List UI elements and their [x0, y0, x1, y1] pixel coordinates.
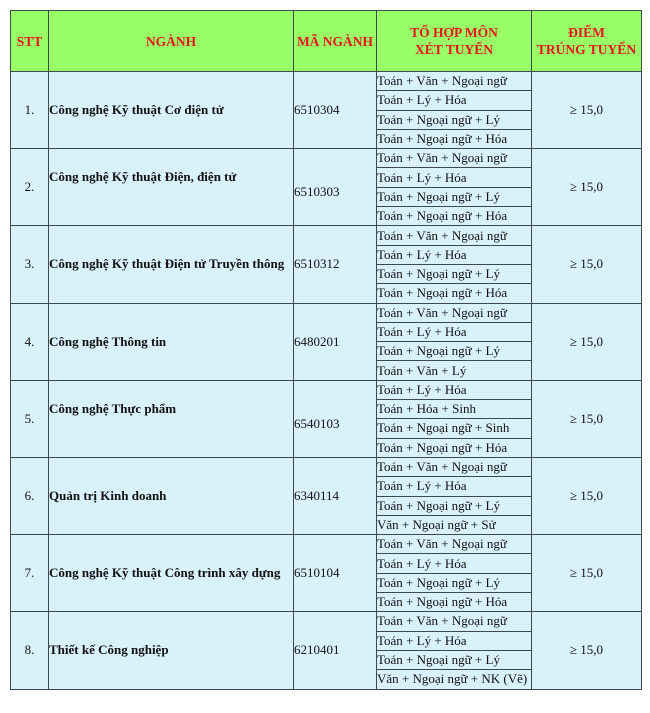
header-nganh: NGÀNH — [49, 11, 294, 72]
cell-combo: Toán + Văn + Ngoại ngữ — [377, 72, 532, 91]
cell-combo: Toán + Lý + Hóa — [377, 631, 532, 650]
cell-ma-nganh — [294, 72, 377, 149]
table-row — [11, 72, 642, 91]
cell-combo: Toán + Lý + Hóa — [377, 477, 532, 496]
nganh-label: Công nghệ Thông tin — [49, 333, 167, 349]
cell-nganh — [49, 612, 294, 689]
cell-combo: Toán + Hóa + Sinh — [377, 400, 532, 419]
table-row — [11, 303, 642, 322]
cell-nganh — [49, 380, 294, 457]
cell-combo: Toán + Ngoại ngữ + Hóa — [377, 207, 532, 226]
cell-combo: Toán + Ngoại ngữ + Lý — [377, 264, 532, 283]
cell-combo: Toán + Văn + Ngoại ngữ — [377, 612, 532, 631]
nganh-label: Công nghệ Kỹ thuật Điện, điện tử — [49, 169, 237, 185]
cell-combo: Toán + Ngoại ngữ + Hóa — [377, 129, 532, 148]
cell-combo: Toán + Lý + Hóa — [377, 554, 532, 573]
cell-combo: Toán + Ngoại ngữ + Lý — [377, 650, 532, 669]
cell-ma-nganh — [294, 149, 377, 226]
cell-combo: Văn + Ngoại ngữ + NK (Vẽ) — [377, 670, 532, 689]
cell-ma-nganh — [294, 380, 377, 457]
cell-combo: Toán + Ngoại ngữ + Lý — [377, 342, 532, 361]
table-row — [11, 457, 642, 476]
ma-nganh-label: 6540103 — [294, 415, 340, 431]
cell-combo: Toán + Ngoại ngữ + Hóa — [377, 438, 532, 457]
cell-diem: ≥ 15,0 — [532, 380, 642, 457]
cell-nganh — [49, 535, 294, 612]
cell-combo: Toán + Lý + Hóa — [377, 322, 532, 341]
cell-nganh — [49, 226, 294, 303]
cell-combo: Toán + Ngoại ngữ + Hóa — [377, 593, 532, 612]
cell-nganh — [49, 303, 294, 380]
nganh-label: Thiết kế Công nghiệp — [49, 642, 169, 658]
cell-nganh — [49, 72, 294, 149]
cell-combo: Toán + Ngoại ngữ + Lý — [377, 496, 532, 515]
cell-stt: 5. — [11, 380, 49, 457]
cell-combo: Toán + Văn + Ngoại ngữ — [377, 149, 532, 168]
cell-stt: 1. — [11, 72, 49, 149]
ma-nganh-label: 6340114 — [294, 488, 340, 504]
cell-combo: Toán + Ngoại ngữ + Sinh — [377, 419, 532, 438]
nganh-label: Công nghệ Thực phẩm — [49, 400, 177, 416]
cell-diem: ≥ 15,0 — [532, 457, 642, 534]
cell-combo: Toán + Văn + Ngoại ngữ — [377, 303, 532, 322]
cell-combo: Toán + Ngoại ngữ + Lý — [377, 573, 532, 592]
cell-nganh — [49, 457, 294, 534]
cell-combo: Toán + Ngoại ngữ + Lý — [377, 187, 532, 206]
cell-combo: Toán + Lý + Hóa — [377, 380, 532, 399]
cell-diem: ≥ 15,0 — [532, 149, 642, 226]
header-to-hop — [377, 11, 532, 72]
ma-nganh-label: 6510303 — [294, 184, 340, 200]
cell-diem: ≥ 15,0 — [532, 612, 642, 689]
cell-combo: Toán + Văn + Ngoại ngữ — [377, 457, 532, 476]
cell-stt: 3. — [11, 226, 49, 303]
cell-combo: Văn + Ngoại ngữ + Sử — [377, 515, 532, 534]
header-diem-line2: TRÚNG TUYỂN — [536, 42, 637, 57]
cell-stt: 6. — [11, 457, 49, 534]
cell-diem: ≥ 15,0 — [532, 535, 642, 612]
header-ma-nganh: MÃ NGÀNH — [294, 11, 377, 72]
cell-stt: 7. — [11, 535, 49, 612]
table-row — [11, 226, 642, 245]
ma-nganh-label: 6510312 — [294, 256, 340, 272]
cell-ma-nganh — [294, 612, 377, 689]
cell-stt: 2. — [11, 149, 49, 226]
ma-nganh-label: 6510104 — [294, 565, 340, 581]
cell-combo: Toán + Lý + Hóa — [377, 168, 532, 187]
cell-ma-nganh — [294, 535, 377, 612]
header-to-hop-line2: XÉT TUYỂN — [415, 42, 493, 57]
cell-combo: Toán + Ngoại ngữ + Hóa — [377, 284, 532, 303]
nganh-label: Công nghệ Kỹ thuật Công trình xây dựng — [49, 565, 281, 581]
cell-combo: Toán + Ngoại ngữ + Lý — [377, 110, 532, 129]
ma-nganh-label: 6210401 — [294, 642, 340, 658]
cell-combo: Toán + Văn + Ngoại ngữ — [377, 226, 532, 245]
table-row — [11, 535, 642, 554]
ma-nganh-label: 6510304 — [294, 102, 340, 118]
header-diem — [532, 11, 642, 72]
cell-nganh — [49, 149, 294, 226]
nganh-label: Công nghệ Kỹ thuật Cơ điện tử — [49, 102, 224, 118]
cell-stt: 4. — [11, 303, 49, 380]
table-row — [11, 149, 642, 168]
table-header-row — [11, 11, 642, 72]
cell-ma-nganh — [294, 226, 377, 303]
cell-combo: Toán + Văn + Lý — [377, 361, 532, 380]
table-row — [11, 380, 642, 399]
cell-stt: 8. — [11, 612, 49, 689]
admission-scores-table — [10, 10, 642, 690]
nganh-label: Quản trị Kinh doanh — [49, 488, 167, 504]
cell-diem: ≥ 15,0 — [532, 226, 642, 303]
nganh-label: Công nghệ Kỹ thuật Điện tử Truyền thông — [49, 256, 285, 272]
cell-combo: Toán + Lý + Hóa — [377, 91, 532, 110]
cell-ma-nganh — [294, 303, 377, 380]
ma-nganh-label: 6480201 — [294, 333, 340, 349]
header-diem-line1: ĐIỂM — [568, 25, 605, 40]
cell-diem: ≥ 15,0 — [532, 72, 642, 149]
cell-combo: Toán + Văn + Ngoại ngữ — [377, 535, 532, 554]
header-stt: STT — [11, 11, 49, 72]
table-row — [11, 612, 642, 631]
cell-ma-nganh — [294, 457, 377, 534]
cell-diem: ≥ 15,0 — [532, 303, 642, 380]
cell-combo: Toán + Lý + Hóa — [377, 245, 532, 264]
header-to-hop-line1: TỔ HỢP MÔN — [410, 25, 498, 40]
